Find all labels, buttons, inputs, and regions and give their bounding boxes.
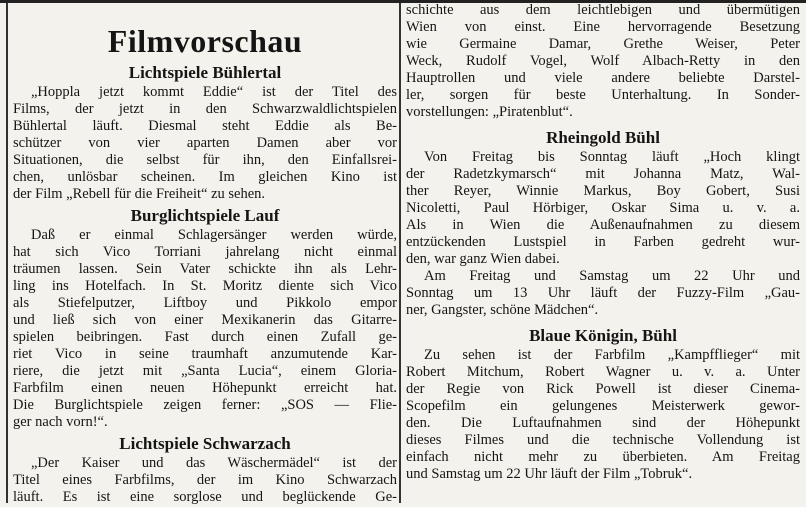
section-heading: Blaue Königin, Bühl bbox=[529, 326, 677, 345]
text-line: träumen lassen. Sein Vater schickte ihn als Lehr- bbox=[13, 261, 397, 277]
text-line: entzückenden Lustspiel in Farben gedreht wur- bbox=[406, 234, 800, 250]
text-line: schützer von vier aparten Damen aber vor bbox=[13, 135, 397, 151]
text-line: der Film „Rebell für die Freiheit“ zu sehen. bbox=[13, 186, 266, 202]
text-line: der Regie von Rick Powell ist dieser Cinema- bbox=[406, 381, 800, 397]
text-line: Von Freitag bis Sonntag läuft „Hoch klingt bbox=[424, 149, 800, 165]
text-line: wie Germaine Damar, Grethe Weiser, Peter bbox=[406, 36, 800, 52]
right-column bbox=[406, 0, 800, 507]
text-line: der Radetzkymarsch“ mit Johanna Matz, Wal- bbox=[406, 166, 800, 182]
article-paragraph bbox=[13, 227, 397, 431]
text-line: riere, die jetzt mit „Santa Lucia“, einem Gloria- bbox=[13, 363, 397, 379]
text-line: Sonntag um 13 Uhr läuft der Fuzzy-Film „Gau- bbox=[406, 285, 800, 301]
column-divider bbox=[399, 3, 401, 503]
text-line: Robert Mitchum, Robert Wagner u. v. a. Unter bbox=[406, 364, 800, 380]
text-line: Scopefilm ein gelungenes Meisterwerk gewor- bbox=[406, 398, 800, 414]
text-line: Films, der jetzt in den Schwarzwaldlichtspielen bbox=[13, 101, 397, 117]
text-line: ther Reyer, Winnie Markus, Boy Gobert, Susi bbox=[406, 183, 800, 199]
section-heading: Burglichtspiele Lauf bbox=[130, 206, 280, 225]
text-line: und Samstag um 22 Uhr läuft der Film „Tobruk“. bbox=[406, 466, 693, 482]
article-paragraph bbox=[406, 149, 800, 268]
article-paragraph bbox=[13, 84, 397, 203]
text-line: läuft. Es ist eine sorglose und beglückende Ge- bbox=[13, 489, 397, 505]
text-line: hat sich Vico Torriani jahrelang nicht einmal bbox=[13, 244, 397, 260]
article-paragraph bbox=[406, 347, 800, 483]
text-line: Situationen, die selbst für ihn, den Einfallsrei- bbox=[13, 152, 397, 168]
text-line: Zu sehen ist der Farbfilm „Kampfflieger“ mit bbox=[424, 347, 800, 363]
text-line: Daß er einmal Schlagersänger werden würde, bbox=[31, 227, 397, 243]
article-paragraph bbox=[13, 455, 397, 506]
page-title: Filmvorschau bbox=[107, 23, 303, 59]
text-line: spielen beibringen. Fast durch einen Zufall ge- bbox=[13, 329, 397, 345]
text-line: Bühlertal läuft. Diesmal steht Eddie als Be- bbox=[13, 118, 397, 134]
text-line: dieses Filmes und die technische Vollendung ist bbox=[406, 432, 800, 448]
text-line: einfach nicht mehr zu überbieten. Am Freitag bbox=[406, 449, 800, 465]
text-line: Hauptrollen und viele andere beliebte Darstel- bbox=[406, 70, 800, 86]
text-line: Farbfilm einen neuen Höhepunkt erreicht hat. bbox=[13, 380, 397, 396]
text-line: ling ins Hotelfach. In St. Moritz diente sich Vico bbox=[13, 278, 397, 294]
text-line: Als in Wien die Außenaufnahmen zu diesem bbox=[406, 217, 800, 233]
text-line: Nicoletti, Paul Hörbiger, Oskar Sima u. v. a. bbox=[406, 200, 800, 216]
text-line: vorstellungen: „Piratenblut“. bbox=[406, 104, 573, 120]
text-line: chen, unlösbar scheinen. Im gleichen Kino ist bbox=[13, 169, 397, 185]
article-paragraph bbox=[406, 2, 800, 121]
text-line: den, war ganz Wien dabei. bbox=[406, 251, 560, 267]
text-line: riet Vico in seine traumhaft anzumutende Kar- bbox=[13, 346, 397, 362]
text-line: ger nach vorn!“. bbox=[13, 414, 108, 430]
text-line: Titel eines Farbfilms, der im Kino Schwarzach bbox=[13, 472, 397, 488]
text-line: Weck, Rudolf Vogel, Wolf Albach-Retty in den bbox=[406, 53, 800, 69]
text-line: den. Die Luftaufnahmen sind der Höhepunkt bbox=[406, 415, 800, 431]
article-paragraph bbox=[406, 268, 800, 319]
text-line: schichte aus dem leichtlebigen und übermütigen bbox=[406, 2, 800, 18]
text-line: Die Burglichtspiele zeigen ferner: „SOS — Flie- bbox=[13, 397, 397, 413]
left-rule bbox=[6, 3, 8, 503]
text-line: und ließ sich von einer Mexikanerin das Gitarre- bbox=[13, 312, 397, 328]
section-heading: Lichtspiele Schwarzach bbox=[119, 434, 291, 453]
text-line: Wien von einst. Eine hervorragende Besetzung bbox=[406, 19, 800, 35]
section-heading: Lichtspiele Bühlertal bbox=[128, 63, 282, 82]
text-line: ner, Gangster, schöne Mädchen“. bbox=[406, 302, 599, 318]
left-column bbox=[13, 0, 397, 507]
text-line: „Hoppla jetzt kommt Eddie“ ist der Titel des bbox=[31, 84, 397, 100]
text-line: Am Freitag und Samstag um 22 Uhr und bbox=[424, 268, 800, 284]
text-line: „Der Kaiser und das Wäschermädel“ ist der bbox=[31, 455, 397, 471]
text-line: als Stiefelputzer, Liftboy und Pikkolo empor bbox=[13, 295, 397, 311]
text-line: ler, sorgen für beste Unterhaltung. In Sonder- bbox=[406, 87, 800, 103]
section-heading: Rheingold Bühl bbox=[546, 128, 660, 147]
